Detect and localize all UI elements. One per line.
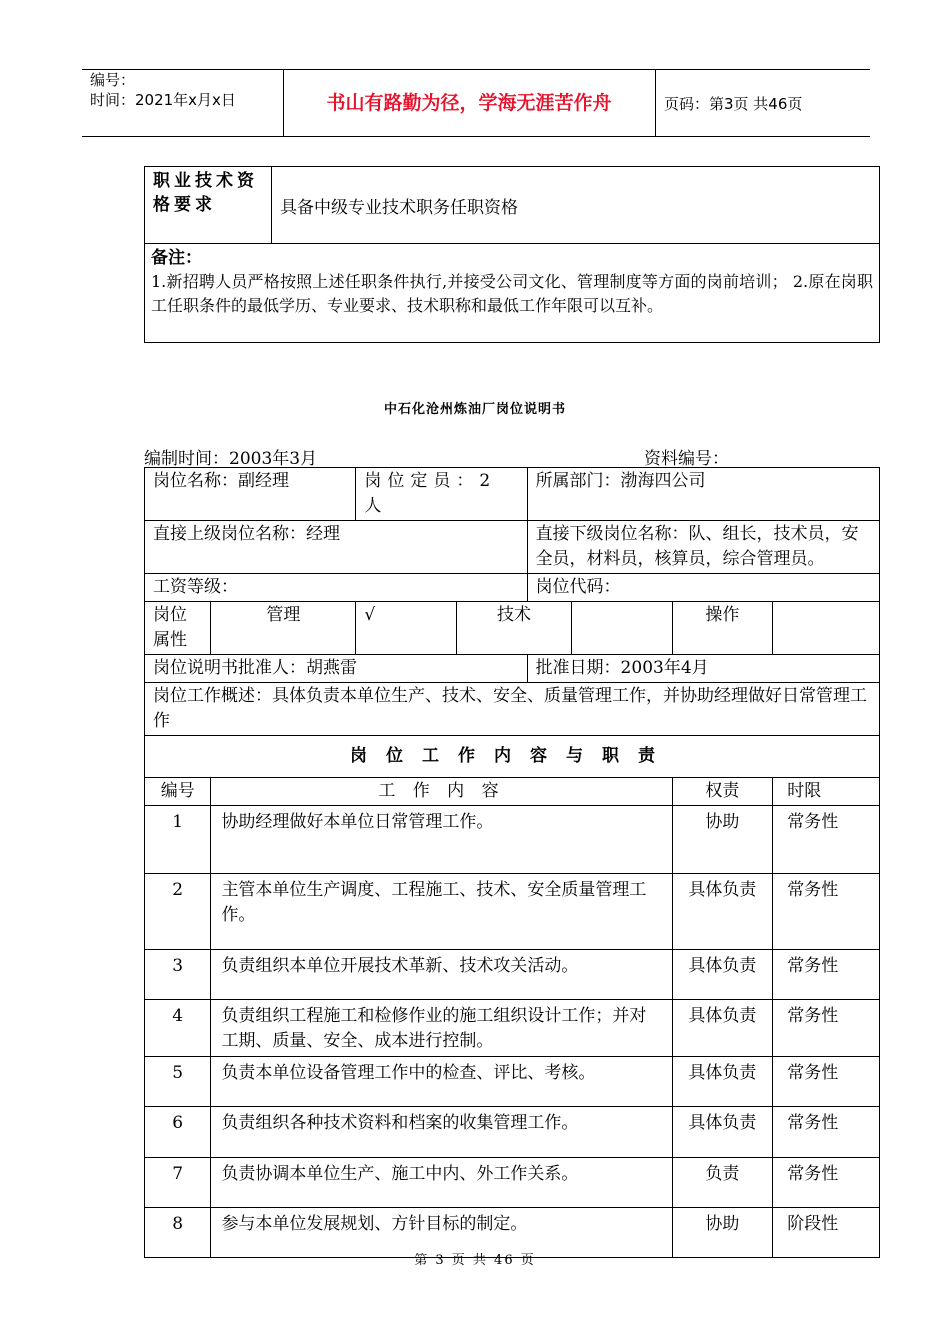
job-code: 岗位代码： — [527, 574, 879, 602]
duty-row-3 — [145, 950, 880, 1000]
duties-header-content: 工 作 内 容 — [211, 778, 672, 806]
header-motto: 书山有路勤为径，学海无涯苦作舟 — [326, 92, 612, 114]
job-summary: 岗位工作概述：具体负责本单位生产、技术、安全、质量管理工作，并协助经理做好日常管理工作 — [145, 683, 880, 736]
duty-num: 3 — [145, 950, 211, 1000]
duty-content: 主管本单位生产调度、工程施工、技术、安全质量管理工作。 — [211, 874, 672, 950]
duty-row-4 — [145, 1000, 880, 1057]
duty-content: 协助经理做好本单位日常管理工作。 — [211, 806, 672, 874]
duty-content: 参与本单位发展规划、方针目标的制定。 — [211, 1208, 672, 1258]
attr-operation: 操作 — [672, 602, 773, 655]
job-subordinates: 直接下级岗位名称：队、组长，技术员，安全员，材料员，核算员，综合管理员。 — [527, 521, 879, 574]
duty-num: 6 — [145, 1107, 211, 1158]
job-department: 所属部门：渤海四公司 — [527, 468, 879, 521]
duty-content: 负责本单位设备管理工作中的检查、评比、考核。 — [211, 1057, 672, 1107]
duty-authority: 具体负责 — [672, 1057, 773, 1107]
duties-section-title: 岗位工作内容与职责 — [145, 736, 880, 778]
duty-row-6 — [145, 1107, 880, 1158]
duty-term: 常务性 — [773, 874, 880, 950]
header-left — [90, 70, 236, 110]
duty-num: 4 — [145, 1000, 211, 1057]
duty-term: 常务性 — [773, 806, 880, 874]
job-superior: 直接上级岗位名称：经理 — [145, 521, 528, 574]
duty-num: 8 — [145, 1208, 211, 1258]
approve-date: 批准日期：2003年4月 — [527, 655, 879, 683]
header-bottom-rule — [82, 136, 870, 137]
duty-row-5 — [145, 1057, 880, 1107]
header-divider-right — [655, 69, 656, 136]
duty-authority: 具体负责 — [672, 950, 773, 1000]
duty-content: 负责组织各种技术资料和档案的收集管理工作。 — [211, 1107, 672, 1158]
attr-technical-mark — [571, 602, 672, 655]
duty-num: 5 — [145, 1057, 211, 1107]
salary-grade: 工资等级： — [145, 574, 528, 602]
compile-time: 编制时间：2003年3月 — [144, 449, 318, 469]
duty-content: 负责协调本单位生产、施工中内、外工作关系。 — [211, 1158, 672, 1208]
qualification-table — [144, 166, 880, 343]
duty-row-1 — [145, 806, 880, 874]
duty-authority: 具体负责 — [672, 874, 773, 950]
job-headcount: 岗位定员：2人 — [356, 468, 527, 521]
remarks-text: 1.新招聘人员严格按照上述任职条件执行,并接受公司文化、管理制度等方面的岗前培训； 2.原在岗职工任职条件的最低学历、专业要求、技术职称和最低工作年限可以互补。 — [151, 272, 873, 315]
duty-term: 常务性 — [773, 1057, 880, 1107]
duty-authority: 负责 — [672, 1158, 773, 1208]
approver: 岗位说明书批准人：胡燕雷 — [145, 655, 528, 683]
doc-number: 资料编号： — [644, 449, 729, 469]
attr-management-mark: √ — [356, 602, 457, 655]
duty-row-7 — [145, 1158, 880, 1208]
job-name: 岗位名称：副经理 — [145, 468, 356, 521]
time-label: 时间：2021年x月x日 — [90, 91, 236, 109]
duty-content: 负责组织本单位开展技术革新、技术攻关活动。 — [211, 950, 672, 1000]
duty-content: 负责组织工程施工和检修作业的施工组织设计工作；并对工期、质量、安全、成本进行控制。 — [211, 1000, 672, 1057]
duty-term: 常务性 — [773, 1107, 880, 1158]
remarks-title: 备注： — [151, 248, 202, 268]
duty-authority: 协助 — [672, 806, 773, 874]
duty-num: 7 — [145, 1158, 211, 1208]
document-title: 中石化沧州炼油厂岗位说明书 — [383, 402, 566, 417]
duty-term: 常务性 — [773, 1158, 880, 1208]
duties-header-num: 编号 — [145, 778, 211, 806]
duty-authority: 协助 — [672, 1208, 773, 1258]
remarks-cell — [145, 244, 880, 343]
duty-term: 阶段性 — [773, 1208, 880, 1258]
duty-num: 2 — [145, 874, 211, 950]
qualification-label: 职业技术资格要求 — [145, 167, 272, 244]
attr-label: 岗位属性 — [145, 602, 211, 655]
page-info: 页码：第3页 共46页 — [664, 95, 803, 113]
attr-management: 管理 — [211, 602, 356, 655]
code-label: 编号： — [90, 71, 136, 89]
duties-header-authority: 权责 — [672, 778, 773, 806]
qualification-value: 具备中级专业技术职务任职资格 — [272, 167, 880, 244]
attr-technical: 技术 — [457, 602, 572, 655]
duty-term: 常务性 — [773, 950, 880, 1000]
duty-authority: 具体负责 — [672, 1000, 773, 1057]
job-description-table — [144, 467, 880, 1258]
duties-header-term: 时限 — [773, 778, 880, 806]
duty-authority: 具体负责 — [672, 1107, 773, 1158]
duty-row-2 — [145, 874, 880, 950]
duty-term: 常务性 — [773, 1000, 880, 1057]
page-footer: 第 3 页 共 46 页 — [414, 1253, 536, 1268]
duty-num: 1 — [145, 806, 211, 874]
attr-operation-mark — [773, 602, 880, 655]
